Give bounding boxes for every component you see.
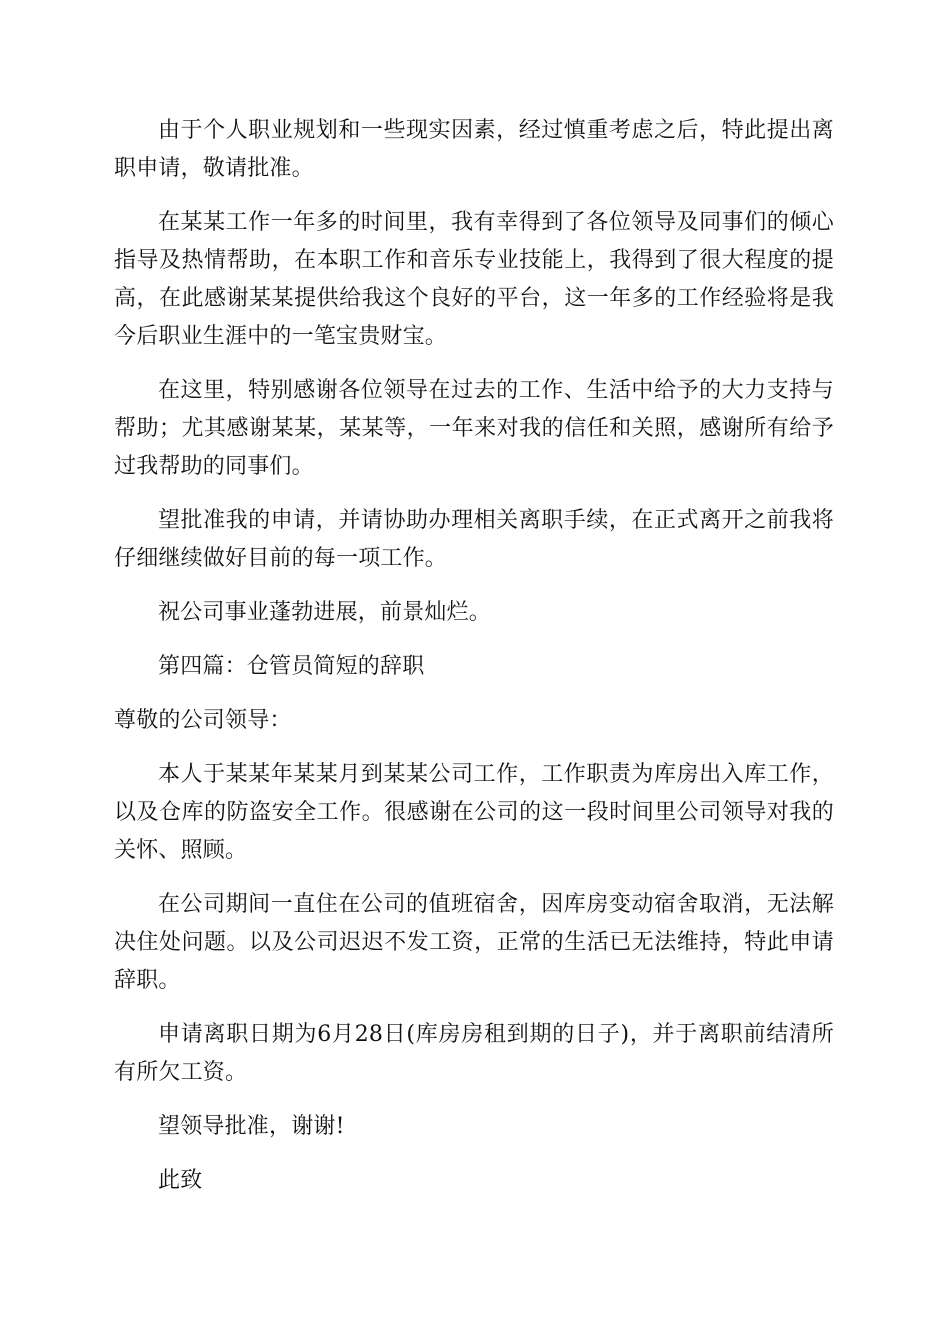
paragraph-reason-dormitory: 在公司期间一直住在公司的值班宿舍，因库房变动宿舍取消，无法解决住处问题。以及公司迟迟不发工资，正常的生活已无法维持，特此申请辞职。 [114, 892, 834, 993]
paragraph-resignation-reason: 由于个人职业规划和一些现实因素，经过慎重考虑之后，特此提出离职申请，敬请批准。 [114, 118, 834, 181]
paragraph-closing-request: 望领导批准，谢谢! [158, 1114, 345, 1139]
closing-phrase: 此致 [158, 1168, 203, 1193]
paragraph-resignation-date: 申请离职日期为6月28日(库房房租到期的日子)，并于离职前结清所有所欠工资。 [114, 1022, 834, 1085]
section-heading: 第四篇：仓管员简短的辞职 [158, 654, 425, 679]
paragraph-thanks-leaders: 在这里，特别感谢各位领导在过去的工作、生活中给予的大力支持与帮助；尤其感谢某某，某某等，一年来对我的信任和关照，感谢所有给予过我帮助的同事们。 [114, 378, 834, 479]
paragraph-job-duties: 本人于某某年某某月到某某公司工作，工作职责为库房出入库工作，以及仓库的防盗安全工作。很感谢在公司的这一段时间里公司领导对我的关怀、照顾。 [114, 762, 834, 863]
salutation: 尊敬的公司领导： [114, 708, 292, 733]
paragraph-gratitude-work: 在某某工作一年多的时间里，我有幸得到了各位领导及同事们的倾心指导及热情帮助，在本职工作和音乐专业技能上，我得到了很大程度的提高，在此感谢某某提供给我这个良好的平台，这一年多的工作经验将是我今后职业生涯中的一笔宝贵财宝。 [114, 210, 834, 349]
paragraph-wishes: 祝公司事业蓬勃进展，前景灿烂。 [158, 600, 492, 625]
paragraph-request-approval: 望批准我的申请，并请协助办理相关离职手续，在正式离开之前我将仔细继续做好目前的每一项工作。 [114, 508, 834, 571]
document-body [114, 112, 834, 1216]
